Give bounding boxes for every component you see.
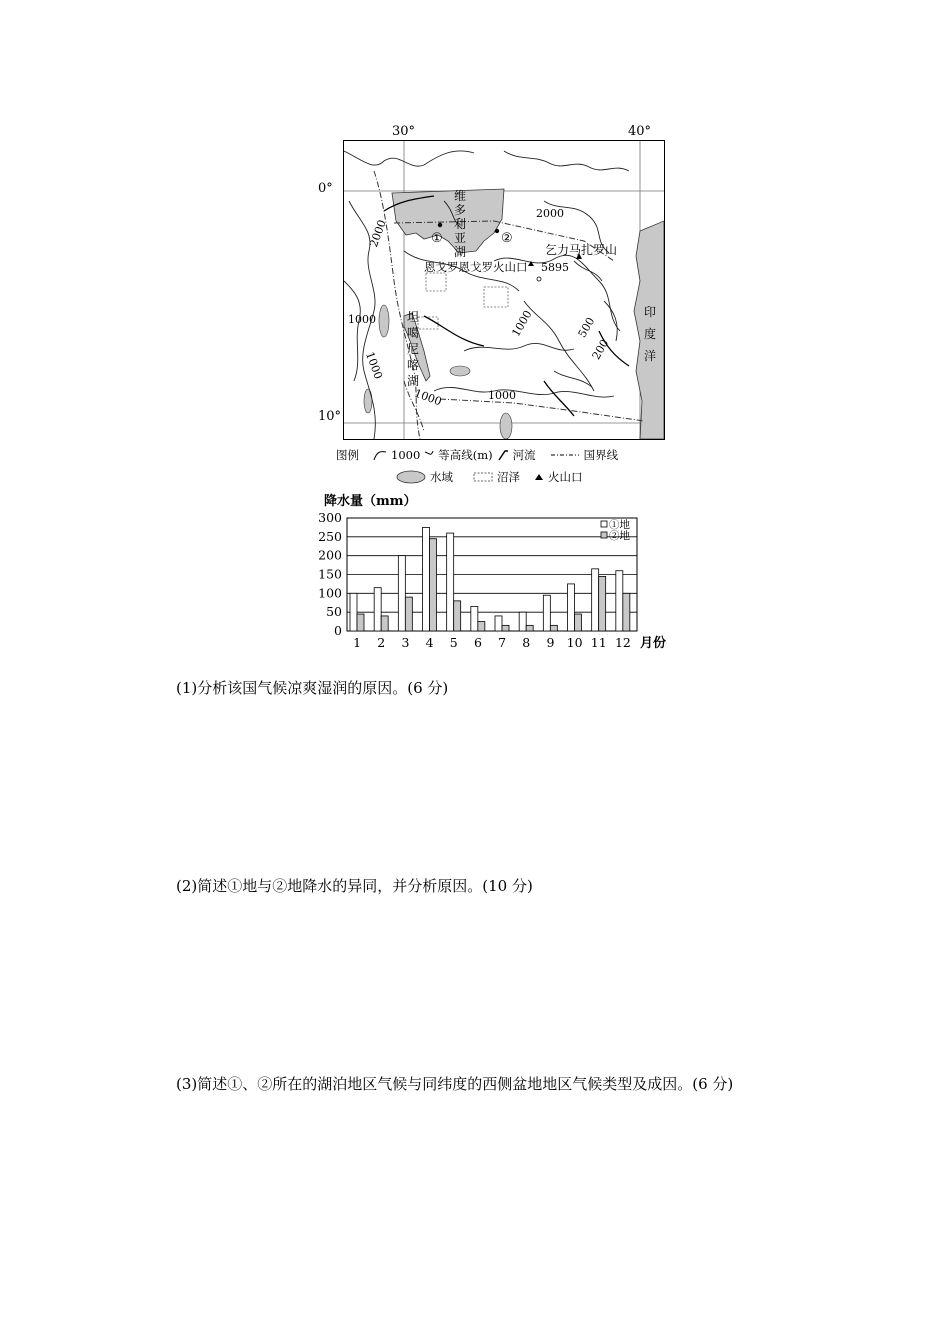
contour-label: 1000	[363, 350, 385, 381]
bar-site1	[495, 616, 502, 631]
border-icon	[550, 449, 580, 461]
y-tick-label: 100	[318, 585, 342, 601]
lake-tanganyika-label: 坦 噶 尼 喀 湖	[407, 310, 420, 388]
bar-site2	[430, 539, 437, 631]
contour-label: 1000	[488, 389, 516, 402]
bar-site1	[519, 612, 526, 631]
legend-contour-sample: 1000	[391, 448, 421, 462]
y-tick-label: 200	[318, 547, 342, 563]
chart-title: 降水量（mm）	[324, 494, 417, 509]
legend-swatch	[601, 521, 607, 527]
bar-site1	[616, 571, 623, 631]
topographic-map	[343, 140, 665, 440]
legend-swatch	[601, 532, 607, 538]
contour-sample-tail-icon	[424, 449, 434, 461]
ngorongoro-label: 恩戈罗恩戈罗火山口	[424, 260, 528, 274]
x-tick-label: 8	[522, 635, 531, 650]
point-2-label: ②	[501, 231, 513, 246]
bar-site1	[543, 595, 550, 631]
bar-site2	[526, 625, 533, 631]
bar-site1	[568, 584, 575, 631]
indian-ocean-label: 印 度 洋	[644, 305, 657, 363]
bar-site2	[599, 576, 606, 631]
y-tick-label: 300	[318, 510, 342, 525]
legend-river-label: 河流	[512, 448, 536, 462]
x-tick-label: 10	[566, 635, 583, 650]
point-2-dot	[495, 229, 499, 233]
x-tick-label: 11	[590, 635, 607, 650]
x-tick-label: 4	[425, 635, 434, 650]
elevation-5895-label: 5895	[541, 261, 569, 274]
bar-site1	[350, 593, 357, 631]
bar-site2	[478, 622, 485, 631]
question-3: (3)简述①、②所在的湖泊地区气候与同纬度的西侧盆地地区气候类型及成因。(6 分)	[176, 1075, 734, 1093]
x-tick-label: 2	[377, 635, 386, 650]
contour-label: 2000	[536, 207, 564, 220]
x-tick-label: 3	[401, 635, 410, 650]
contour-label: 2000	[367, 218, 389, 249]
y-tick-label: 50	[326, 604, 342, 620]
river-icon	[497, 449, 509, 461]
legend-volcano-label: 火山口	[548, 470, 583, 484]
lake-victoria-label: 维 多 利 亚 湖	[454, 189, 467, 259]
contour-label: 1000	[412, 386, 444, 409]
legend-label: ②地	[609, 530, 630, 542]
volcano-icon	[534, 472, 544, 482]
water-icon	[396, 470, 426, 484]
lon-40-label: 40°	[628, 124, 652, 139]
x-tick-label: 1	[353, 635, 362, 650]
point-1-dot	[438, 223, 442, 227]
bar-site1	[423, 527, 430, 631]
bar-site1	[447, 533, 454, 631]
bar-site2	[502, 625, 509, 631]
legend-water-label: 水域	[430, 470, 453, 484]
bar-site1	[471, 607, 478, 631]
legend-row-2	[396, 469, 583, 485]
swamp-icon	[473, 472, 493, 482]
legend-border-label: 国界线	[583, 448, 619, 462]
contour-label: 1000	[509, 308, 535, 339]
x-tick-label: 5	[449, 635, 458, 650]
bar-site2	[454, 601, 461, 631]
bar-site2	[405, 597, 412, 631]
question-2: (2)简述①地与②地降水的异同，并分析原因。(10 分)	[176, 877, 533, 895]
lat-10-label: 10°	[318, 409, 342, 424]
bar-site2	[575, 614, 582, 631]
legend-contour-label: 等高线(m)	[438, 448, 493, 462]
contour-label: 1000	[348, 313, 376, 326]
bar-site2	[623, 593, 630, 631]
x-axis-label: 月份	[640, 636, 667, 651]
y-tick-label: 250	[318, 528, 342, 544]
bar-site2	[550, 625, 557, 631]
x-tick-label: 7	[498, 635, 507, 650]
precipitation-chart	[310, 490, 680, 660]
contour-label: 500	[575, 315, 598, 340]
contour-label: 200	[589, 337, 612, 362]
lon-30-label: 30°	[392, 124, 416, 139]
bar-site2	[381, 616, 388, 631]
lat-0-label: 0°	[318, 181, 333, 196]
legend-label: ①地	[609, 519, 630, 531]
question-1: (1)分析该国气候凉爽湿润的原因。(6 分)	[176, 679, 449, 697]
legend-title: 图例	[336, 448, 359, 462]
x-tick-label: 6	[473, 635, 482, 650]
legend-swamp-label: 沼泽	[497, 470, 520, 484]
x-tick-label: 12	[614, 635, 631, 650]
kilimanjaro-label: 乞力马扎罗山	[545, 243, 618, 257]
bar-site1	[374, 588, 381, 631]
bar-site1	[398, 556, 405, 631]
y-tick-label: 0	[334, 623, 342, 638]
legend-row-1	[336, 447, 618, 463]
x-tick-label: 9	[546, 635, 555, 650]
bar-site2	[357, 614, 364, 631]
point-1-label: ①	[431, 231, 443, 246]
bar-site1	[592, 569, 599, 631]
y-tick-label: 150	[318, 566, 342, 582]
contour-sample-icon	[373, 449, 387, 461]
